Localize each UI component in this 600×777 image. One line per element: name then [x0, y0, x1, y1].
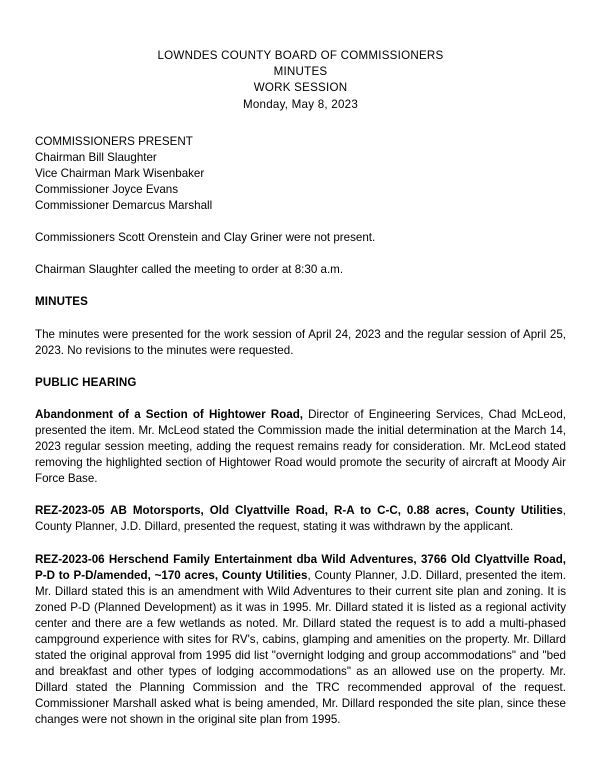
attendance-block: [35, 134, 566, 214]
attendance-member: Chairman Bill Slaughter: [35, 150, 157, 164]
spacer: [35, 536, 566, 552]
attendance-heading: COMMISSIONERS PRESENT: [35, 134, 193, 148]
spacer: [35, 359, 566, 375]
attendance-member: Vice Chairman Mark Wisenbaker: [35, 167, 205, 180]
section-heading-public-hearing: PUBLIC HEARING: [35, 375, 137, 389]
header-line-doctype: MINUTES: [273, 65, 328, 79]
hearing-item-body: , County Planner, J.D. Dillard, presented the request, stating it was withdrawn by the applicant.: [35, 504, 566, 534]
hearing-item-rez-2023-05: [35, 503, 566, 535]
hearing-item-rez-2023-06: [35, 552, 566, 729]
hearing-item-body: , County Planner, J.D. Dillard, presented the item. Mr. Dillard stated this is an amendment with Wild Adventures to their current site plan and zoning. It is zoned P-D (Planned Development) as it was in 1995. Mr. Dillard stated it is listed as a regional activity center and there are a few wetlands as noted. Mr. Dillard stated the request is to add a multi-phased campground experience with sites for RV's, cabins, glamping and amenities on the property. Mr. Dillard stated the original approval from 1995 did list "overnight lodging and group accommodations" and "bed and breakfast and other types of lodging accommodations" as an allowed use on the property. Mr. Dillard stated the Planning Commission and the TRC recommended approval of the request. Commissioner Marshall asked what is being amended, Mr. Dillard responded the site plan, since these changes were not shown in the original site plan from 1995.: [35, 568, 567, 727]
minutes-section-body: The minutes were presented for the work session of April 24, 2023 and the regular session of April 25, 2023. No revisions to the minutes were requested.: [35, 327, 566, 357]
spacer: [35, 214, 566, 230]
attendance-member: Commissioner Joyce Evans: [35, 183, 179, 197]
absent-commissioners-note: Commissioners Scott Orenstein and Clay Griner were not present.: [35, 231, 376, 245]
hearing-item-body: Director of Engineering Services, Chad McLeod, presented the item. Mr. McLeod stated the Commission made the initial determination at the March 14, 2023 regular session meeting, adding the request remains ready for consideration. Mr. McLeod stated removing the highlighted section of Hightower Road would promote the security of aircraft at Moody Air Force Base.: [35, 407, 566, 486]
call-to-order-note: Chairman Slaughter called the meeting to order at 8:30 a.m.: [35, 263, 344, 277]
hearing-item-lead: Abandonment of a Section of Hightower Road,: [35, 407, 304, 421]
spacer: [35, 391, 566, 407]
spacer: [35, 278, 566, 294]
header-line-session: WORK SESSION: [253, 81, 348, 95]
hearing-item-lead: REZ-2023-05 AB Motorsports, Old Clyattville Road, R-A to C-C, 0.88 acres, County Utilities: [35, 504, 563, 518]
spacer: [35, 113, 566, 134]
document-header: [35, 48, 566, 113]
spacer: [35, 246, 566, 262]
document-content: [35, 48, 566, 729]
hearing-item-lead: REZ-2023-06 Herschend Family Entertainment dba Wild Adventures, 3766 Old Clyattville Road, P-D to P-D/amended, ~170 acres, County Utilities: [35, 552, 566, 582]
spacer: [35, 311, 566, 327]
attendance-member: Commissioner Demarcus Marshall: [35, 199, 213, 213]
spacer: [35, 487, 566, 503]
header-line-organization: LOWNDES COUNTY BOARD OF COMMISSIONERS: [157, 49, 444, 62]
header-line-date: Monday, May 8, 2023: [242, 97, 359, 111]
section-heading-minutes: MINUTES: [35, 295, 88, 309]
hearing-item-hightower-road: [35, 407, 566, 487]
